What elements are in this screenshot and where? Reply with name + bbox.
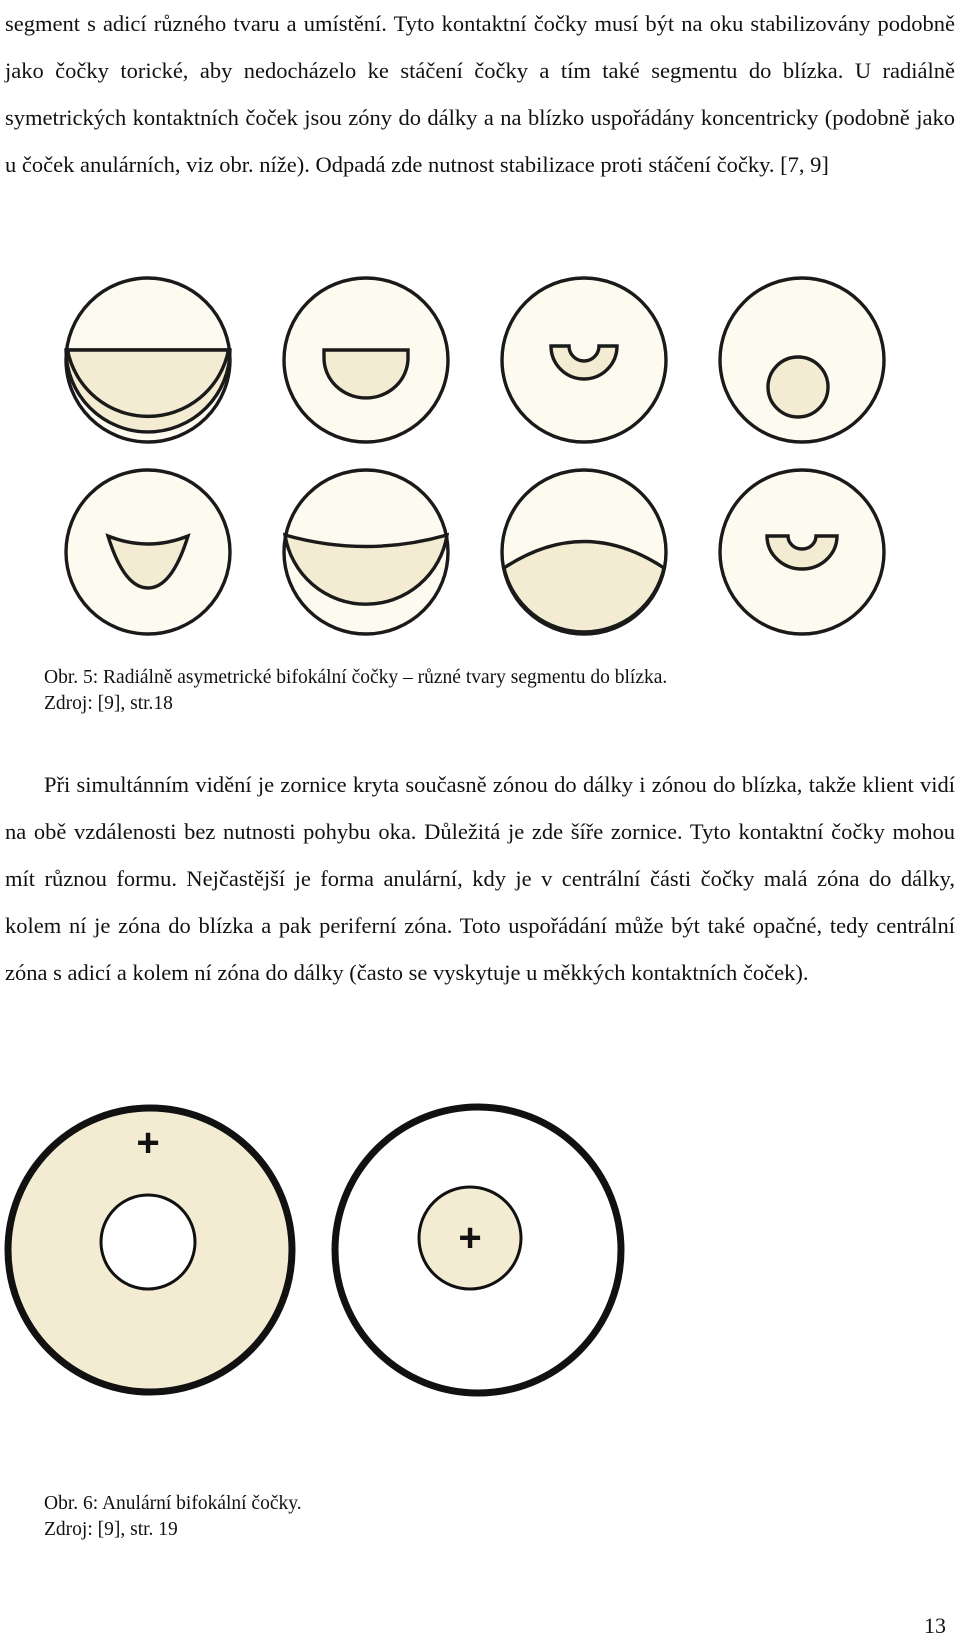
lens-lower-crescent-segment [66,470,230,634]
lens-notched-crescent-segment [720,470,884,634]
figure-6-caption-title: Obr. 6: Anulární bifokální čočky. [44,1493,302,1514]
figure-5-lens-diagrams [60,270,900,650]
lens-2-plus-sign: + [458,1216,482,1260]
lens-curved-half-segment [284,470,448,634]
page-number: 13 [924,1613,946,1638]
figure-6-caption [44,1491,302,1543]
lens-crescent-segment [502,278,666,442]
annular-lens-near-center [335,1107,621,1393]
figure-5-caption-source: Zdroj: [9], str.18 [44,693,173,714]
lens-1-plus-sign: + [136,1121,160,1165]
figure-6-annular-lenses [0,1090,960,1420]
annular-lens-near-outer [8,1108,292,1392]
lens-half-segment [66,278,230,442]
body-paragraph-1: segment s adicí různého tvaru a umístění. Tyto kontaktní čočky musí být na oku stabilizovány podobně jako čočky torické, aby nedocházelo ke stáčení čočky a tím také segmentu do blízka. U radiálně symetrických kontaktních čoček jsou zóny do dálky a na blízko uspořádány koncentricky (podobně jako u čoček anulárních, viz obr. níže). Odpadá zde nutnost stabilizace proti stáčení čočky. [7, 9] [5,11,955,177]
figure-5-caption-title: Obr. 5: Radiálně asymetrické bifokální čočky – různé tvary segmentu do blízka. [44,667,668,688]
figure-5-caption [44,665,667,717]
body-paragraph-2: Při simultánním vidění je zornice kryta současně zónou do dálky i zónou do blízka, takže klient vidí na obě vzdálenosti bez nutnosti pohybu oka. Důležitá je zde šíře zornice. Tyto kontaktní čočky mohou mít různou formu. Nejčastější je forma anulární, kdy je v centrální části čočky malá zóna do dálky, kolem ní je zóna do blízka a pak periferní zóna. Toto uspořádání může být také opačné, tedy centrální zóna s adicí a kolem ní zóna do dálky (často se vyskytuje u měkkých kontaktních čoček). [5,772,955,985]
lens-arc-lower-segment [502,470,666,634]
figure-6-caption-source: Zdroj: [9], str. 19 [44,1519,178,1540]
lens-round-segment [720,278,884,442]
lens-d-segment [284,278,448,442]
